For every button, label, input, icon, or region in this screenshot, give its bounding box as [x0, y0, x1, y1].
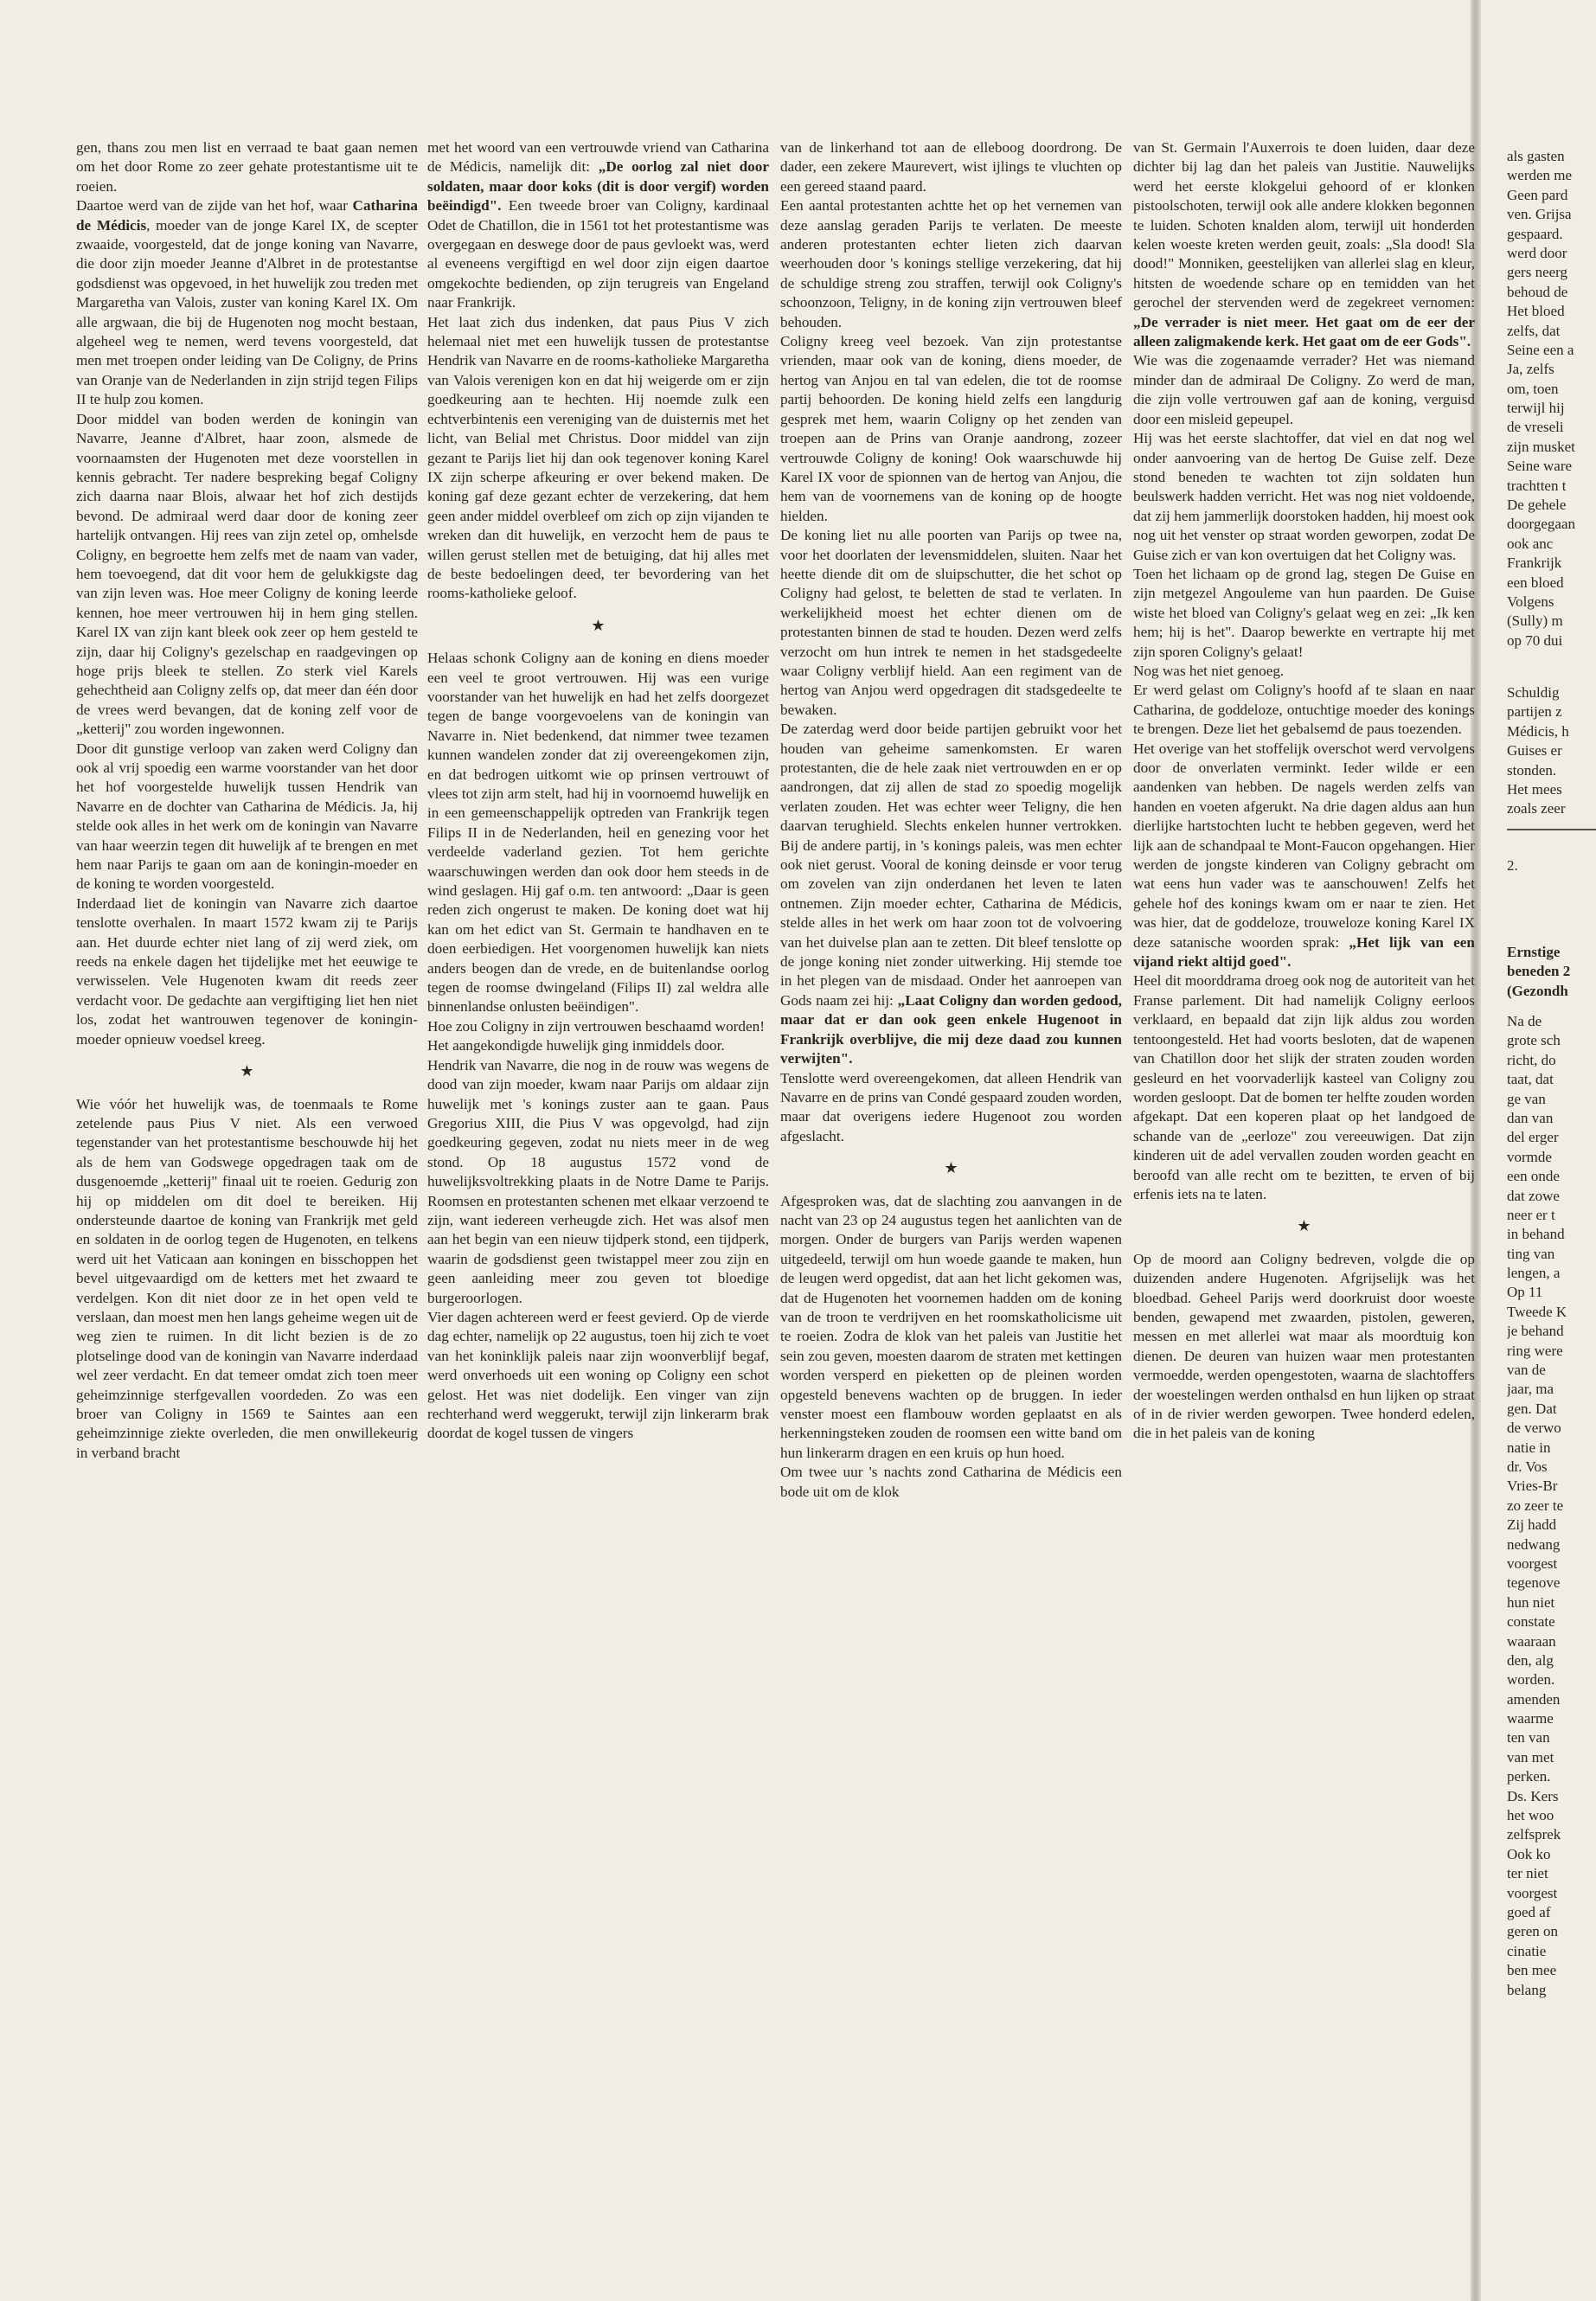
- section-divider-star: ★: [591, 616, 606, 634]
- fragment-line: werd door: [1507, 244, 1567, 261]
- fragment-line: Op 11: [1507, 1284, 1543, 1301]
- paragraph: Het overige van het stoffelijk overschot werd vervolgens door de onverlaten verminkt. Ieder wilde er een aandenken van hebben. De nagels werden zelfs van handen en voeten afgerukt. Na drie dagen aldus aan hun dierlijke hartstochten lucht te hebben gegeven, werd het lijk aan de schandpaal te Mont-Faucon opgehangen. Hier werden de jongste kinderen van Coligny gebracht om wat eens hun vader was te aanschouwen! Zelfs het gehele hof des konings kwam om er naar te zien. Het was hier, dat de goddeloze, trouweloze koning Karel IX deze satanische woorden sprak: „Het lijk van een vijand riekt altijd goed".: [1133, 740, 1475, 971]
- fragment-line: grote sch: [1507, 1032, 1561, 1049]
- fragment-line: voorgest: [1507, 1554, 1558, 1572]
- next-page-text-block-3: [1507, 1012, 1596, 2000]
- next-page-heading: [1507, 943, 1596, 1001]
- fragment-line: constate: [1507, 1613, 1555, 1631]
- text-column-1: [76, 138, 418, 2240]
- fragment-line: doorgegaan: [1507, 516, 1575, 533]
- fragment-line: zijn musket: [1507, 438, 1575, 455]
- paragraph: Op de moord aan Coligny bedreven, volgde die op duizenden andere Hugenoten. Afgrijselijk was het bloedbad. Geheel Parijs werd doorkruist door woeste benden, gewapend met zwaarden, pistolen, geweren, messen en met allerlei wat maar als moordtuig kon dienen. De deuren van huizen waar men protestanten vermoedde, werden opengestoten, waarna de slachtoffers der woestelingen werden onthalsd en hun lijken op straat of in de rivier werden geworpen. Twee honderd edelen, die in het paleis van de koning: [1133, 1250, 1475, 1442]
- paragraph: Er werd gelast om Coligny's hoofd af te slaan en naar Catharina, de goddeloze, ontuchtige moeder des konings te brengen. Deze liet het gebalsemd de paus toezenden.: [1133, 682, 1475, 738]
- fragment-line: goed af: [1507, 1903, 1551, 1920]
- fragment-line: dr. Vos: [1507, 1458, 1548, 1475]
- fragment-line: Zij hadd: [1507, 1516, 1557, 1534]
- fragment-line: Ook ko: [1507, 1845, 1551, 1862]
- fragment-line: De gehele: [1507, 497, 1567, 514]
- bold-phrase: Catharina de Médicis: [76, 197, 418, 234]
- fragment-line: ring were: [1507, 1342, 1563, 1359]
- fragment-line: waaraan: [1507, 1632, 1556, 1650]
- fragment-line: voorgest: [1507, 1884, 1558, 1901]
- fragment-line: beneden 2: [1507, 963, 1571, 980]
- section-divider-star: ★: [1297, 1217, 1311, 1235]
- fragment-line: zo zeer te: [1507, 1497, 1564, 1514]
- fragment-line: terwijl hij: [1507, 400, 1565, 417]
- fragment-line: een bloed: [1507, 574, 1564, 591]
- paragraph: Wie was die zogenaamde verrader? Het was niemand minder dan de admiraal De Coligny. Zo werd de man, die zijn volle vertrouwen gaf aan de koning, verguisd door een misleid gepeupel.: [1133, 352, 1475, 427]
- fragment-line: als gasten: [1507, 148, 1565, 164]
- paragraph: Hij was het eerste slachtoffer, dat viel en dat nog wel onder aanvoering van de hertog De Guise zelf. Deze stond beneden te wachten tot zijn soldaten hun beulswerk hadden verricht. Het was nog niet voldoende, dat zij hem jammerlijk doorstoken hadden, hij moest ook nog uit het venster op straat worden geworpen, zodat De Guise zich er van kon overtuigen dat het Coligny was.: [1133, 430, 1475, 563]
- fragment-line: om, toen: [1507, 380, 1559, 397]
- fragment-line: Seine ware: [1507, 458, 1573, 475]
- paragraph: Vier dagen achtereen werd er feest gevierd. Op de vierde dag echter, namelijk op 22 augustus, toen hij zich te voet van het koninklijk paleis naar zijn woonverblijf begaf, werd onverhoeds uit een woning op Coligny een schot gelost. Het was niet dodelijk. Een vinger van zijn rechterhand werd weggerukt, terwijl zijn linkerarm brak doordat de kogel tussen de vingers: [427, 1308, 769, 1442]
- fragment-line: del erger: [1507, 1129, 1559, 1146]
- fragment-line: Na de: [1507, 1013, 1542, 1029]
- fragment-line: richt, do: [1507, 1051, 1556, 1068]
- fragment-line: Seine een a: [1507, 341, 1574, 358]
- fragment-line: ben mee: [1507, 1962, 1557, 1979]
- fragment-line: jaar, ma: [1507, 1381, 1554, 1398]
- paragraph: Inderdaad liet de koningin van Navarre zich daartoe tenslotte overhalen. In maart 1572 kwam zij te Parijs aan. Het duurde echter niet lang of zij werd ziek, om reeds na enkele dagen het tijdelijke met het eeuwige te verwisselen. Vele Hugenoten kwam dit reeds zeer verdacht voor. De gedachte aan vergiftiging liet hen niet los, zodat het wantrouwen tegenover de koningin-moeder opnieuw voedsel kreeg.: [76, 894, 418, 1048]
- paragraph: Daartoe werd van de zijde van het hof, waar Catharina de Médicis, moeder van de jonge Karel IX, de scepter zwaaide, voorgesteld, dat de jonge koning van Navarre, die door zijn moeder Jeanne d'Albret in de protestantse godsdienst was opgevoed, in het huwelijk zou treden met Margaretha van Valois, zuster van koning Karel IX. Om alle argwaan, die bij de Hugenoten nog mocht bestaan, algeheel weg te nemen, werd tevens voorgesteld, dat men met troepen onder leiding van De Coligny, de Prins van Oranje van de Nederlanden in zijn strijd tegen Filips II te hulp zou komen.: [76, 197, 418, 408]
- fragment-line: van de: [1507, 1362, 1546, 1379]
- section-divider-star: ★: [240, 1062, 254, 1080]
- paragraph: Een aantal protestanten achtte het op het vernemen van deze aanslag geraden Parijs te verlaten. De meeste anderen protestanten echter lieten zich daarvan weerhouden door 's konings stellige verzekering, dat hij de schuldige streng zou straffen, terwijl ook Coligny's schoonzoon, Teligny, in de koning zijn vertrouwen bleef behouden.: [780, 197, 1122, 330]
- fragment-line: Schuldig: [1507, 684, 1560, 701]
- fragment-line: Médicis, h: [1507, 722, 1569, 740]
- bold-quote: „Laat Coligny dan worden gedood, maar dat er dan ook geen enkele Hugenoot in Frankrijk overblijve, die mij deze daad zou kunnen verwijten".: [780, 991, 1122, 1067]
- fragment-line: op 70 dui: [1507, 631, 1563, 649]
- fragment-line: ter niet: [1507, 1865, 1548, 1882]
- paragraph: De koning liet nu alle poorten van Parijs op twee na, voor het doorlaten der levensmiddelen, sluiten. Naar het heette diende dit om de sluipschutter, die het schot op Coligny had gelost, te beletten de stad te verlaten. In werkelijkheid moest het echter dienen om de protestanten binnen de stad te houden. Dezen werd zelfs verzocht om hun intrek te nemen in het stadsgedeelte waar Coligny verblijf hield. Aan een regiment van de hertog van Anjou werd opgedragen dit stadsgedeelte te bewaken.: [780, 527, 1122, 718]
- fragment-line: de verwo: [1507, 1420, 1561, 1437]
- paragraph: Nog was het niet genoeg.: [1133, 662, 1285, 679]
- fragment-line: stonden.: [1507, 761, 1557, 779]
- fragment-line: Guises er: [1507, 742, 1562, 760]
- paragraph: Helaas schonk Coligny aan de koning en diens moeder een veel te groot vertrouwen. Hij was een vurige voorstander van het huwelijk en had het zelfs doorgezet tegen de bange voorgevoelens van de koningin van Navarre in. Niet bedenkend, dat nimmer twee tezamen kunnen wandelen zonder dat zij overeengekomen zijn, en dat bedrogen uitkomt wie op prinsen vertrouwt of vlees tot zijn arm stelt, had hij in voornoemd huwelijk en in een gemeenschappelijk optreden van Frankrijk tegen Filips II in de Nederlanden, heil en genezing voor het verdeelde vaderland gezien. Tot hem gerichte waarschuwingen werden dan ook door hem steeds in de wind geslagen. Hij gaf o.m. ten antwoord: „Daar is geen reden zich ongerust te maken. De koning doet wat hij kan om het edict van St. Germain te handhaven en te doen eerbiedigen. Het voorgenomen huwelijk kan niets anders beogen dan de vrede, en de buitenlandse oorlog tegen de roomse dwingeland (Filips II) zal weldra alle binnenlandse onlusten beëindigen".: [427, 650, 769, 1016]
- fragment-line: werden me: [1507, 167, 1573, 184]
- fragment-line: je behand: [1507, 1323, 1564, 1340]
- paragraph: Heel dit moorddrama droeg ook nog de autoriteit van het Franse parlement. Dit had namelijk Coligny eerloos verklaard, en bepaald dat zijn lijk aldus zou worden tentoongesteld. Het had voorts besloten, dat de wapenen van Chatillon door het slijk der straten zouden worden gesleurd en het voorvaderlijk kasteel van Coligny zou worden gesloopt. Dat de bomen ter helfte zouden worden afgekapt. Dat een koperen plaat op het landgoed de schande van de „eerloze" zou vereeuwigen. Dat zijn kinderen uit de adel vervallen zouden worden geacht en beroofd van alle recht om te bezitten, te erven of bij erfenis iets na te laten.: [1133, 972, 1475, 1202]
- fragment-line: in behand: [1507, 1226, 1565, 1243]
- fragment-line: partijen z: [1507, 703, 1562, 721]
- paragraph: Wie vóór het huwelijk was, de toenmaals te Rome zetelende paus Pius V niet. Als een verwoed tegenstander van het protestantisme beschouwde hij het als de hem van Godswege opgedragen taak om de dusgenoemde „ketterij" finaal uit te roeien. Gedurig zon hij op middelen om dit doel te bereiken. Hij ondersteunde daartoe de koning van Frankrijk met geld en soldaten in de oorlog tegen de Hugenoten, en telkens werd uit het Vaticaan aan koningen en bisschoppen het bevel uitgevaardigd om de ketters met het zwaard te verdelgen. Kon dit niet door ze in het open veld te verslaan, dan moest men hen langs geheime wegen uit de weg zien te ruimen. In dit licht bezien is de zo plotselinge dood van de koningin van Navarre inderdaad wel zeer verdacht. En dat temeer omdat zich toen meer geheimzinnige sterfgevallen voordeden. Zo was een broer van Coligny in 1569 te Saintes aan een geheimzinnige ziekte overleden, die men onwillekeurig in verband bracht: [76, 1095, 418, 1461]
- fragment-line: Ds. Kers: [1507, 1787, 1559, 1804]
- paragraph: Het aangekondigde huwelijk ging inmiddels door.: [427, 1037, 725, 1054]
- paragraph: gen, thans zou men list en verraad te baat gaan nemen om het door Rome zo zeer gehate protestantisme uit te roeien.: [76, 139, 418, 195]
- fragment-line: dat zowe: [1507, 1187, 1560, 1204]
- fragment-line: worden.: [1507, 1671, 1555, 1689]
- fragment-line: Volgens: [1507, 593, 1554, 610]
- bold-quote: „Het lijk van een vijand riekt altijd goed".: [1133, 933, 1475, 971]
- next-page-text-block-2: [1507, 683, 1596, 819]
- fragment-line: gespaard.: [1507, 225, 1563, 242]
- fragment-line: lengen, a: [1507, 1265, 1561, 1282]
- fragment-line: (Gezondh: [1507, 982, 1568, 999]
- fragment-line: taat, dat: [1507, 1071, 1554, 1088]
- fragment-line: geren on: [1507, 1923, 1559, 1940]
- next-page-text-block-1: [1507, 147, 1596, 651]
- fragment-line: tegenove: [1507, 1574, 1561, 1592]
- fragment-line: zelfsprek: [1507, 1826, 1561, 1843]
- fragment-line: ook anc: [1507, 535, 1554, 552]
- paragraph: Om twee uur 's nachts zond Catharina de Médicis een bode uit om de klok: [780, 1464, 1122, 1500]
- fragment-line: Tweede K: [1507, 1303, 1567, 1320]
- fragment-line: de vreseli: [1507, 419, 1564, 436]
- fragment-line: ge van: [1507, 1090, 1546, 1107]
- paragraph: van St. Germain l'Auxerrois te doen luiden, daar deze dichter bij lag dan het paleis van Justitie. Nauwelijks werd het eerste klokgelui gehoord of er klonken pistoolschoten, terwijl ook alle andere klokken begonnen te luiden. Schoten knalden alom, terwijl uit honderden kelen woeste kreten werden geuit, zoals: „Sla dood! Sla dood!" Monniken, geestelijken van allerlei slag en kleur, hitsten de woedende schare op en temidden van het gerochel der stervenden werd de zegekreet vernomen: „De verrader is niet meer. Het gaat om de eer der alleen zaligmakende kerk. Het gaat om de eer Gods".: [1133, 139, 1475, 350]
- fragment-line: van met: [1507, 1748, 1554, 1766]
- fragment-line: waarme: [1507, 1710, 1554, 1727]
- text-column-3: [780, 138, 1122, 2240]
- paragraph: Afgesproken was, dat de slachting zou aanvangen in de nacht van 23 op 24 augustus tegen het aanlichten van de morgen. Onder de burgers van Parijs werden wapenen uitgedeeld, terwijl om hun woede gaande te maken, hun de leugen werd opgedist, dat aan het licht gekomen was, dat de Hugenoten het voornemen hadden om de koning van de troon te verdrijven en het roomskatholicisme uit te roeien. Zodra de klok van het paleis van Justitie het sein zou geven, moesten daarom de straten met kettingen worden versperd en pieketten op de pleinen worden opgesteld benevens wachten op de bruggen. In ieder venster moest een flambouw worden geplaatst en als herkenningsteken zouden de roomsen een witte band om hun linkerarm dragen en een kruis op hun hoed.: [780, 1192, 1122, 1461]
- fragment-line: (Sully) m: [1507, 612, 1563, 630]
- fragment-line: Ernstige: [1507, 944, 1561, 960]
- section-divider-star: ★: [944, 1159, 958, 1177]
- fragment-line: Vries-Br: [1507, 1477, 1558, 1495]
- fragment-line: vormde: [1507, 1148, 1552, 1165]
- fragment-line: zelfs, dat: [1507, 322, 1561, 339]
- paragraph: Tenslotte werd overeengekomen, dat alleen Hendrik van Navarre en de prins van Condé gespaard zouden worden, maar dat overigens iedere Hugenoot zou worden afgeslacht.: [780, 1069, 1122, 1144]
- fragment-line: Het bloed: [1507, 303, 1565, 320]
- paragraph: De zaterdag werd door beide partijen gebruikt voor het houden van geheime samenkomsten. Er waren protestanten, die de hele zaak niet vertrouwden en er op aandrongen, dat zij allen de stad zo spoedig mogelijk verlaten zouden. Het was echter weer Teligny, die hen daarvan terughield. Slechts enkelen hunner vertrokken. Bij de andere partij, in 's konings paleis, was men echter ook niet gerust. Vooral de koning deinsde er voor terug om zovelen van zijn onderdanen het leven te laten ontnemen. Zijn moeder echter, Catharina de Médicis, stelde alles in het werk om haar zoon tot de volvoering van het duivelse plan aan te zetten. Dit bleef tenslotte op de jonge koning niet zonder uitwerking. Hij stemde toe in het plegen van de misdaad. Onder het aanroepen van Gods naam zei hij: „Laat Coligny dan worden gedood, maar dat er dan ook geen enkele Hugenoot in Frankrijk overblijve, die mij deze daad zou kunnen verwijten".: [780, 721, 1122, 1067]
- paragraph: Door dit gunstige verloop van zaken werd Coligny dan ook al vrij spoedig een warme voorstander van het door het hof voorgestelde huwelijk tussen Hendrik van Navarre en de dochter van Catharina de Médicis. Ja, hij stelde ook alles in het werk om de koningin van Navarre van haar weerzin tegen dit huwelijk af te brengen en met hem naar Parijs te gaan om aan de koningin-moeder en de koning te worden voorgesteld.: [76, 740, 418, 893]
- fragment-line: neer er t: [1507, 1206, 1555, 1223]
- text-column-4: [1133, 138, 1475, 2240]
- fragment-line: behoud de: [1507, 283, 1568, 300]
- bold-quote: „De oorlog zal niet door soldaten, maar door koks (dit is door vergif) worden beëindigd".: [427, 158, 769, 215]
- fragment-line: Het mees: [1507, 780, 1562, 798]
- fragment-line: amenden: [1507, 1690, 1561, 1708]
- fragment-line: ten van: [1507, 1729, 1550, 1747]
- fragment-line: gers neerg: [1507, 264, 1568, 281]
- fragment-line: Ja, zelfs: [1507, 361, 1554, 378]
- fragment-line: natie in: [1507, 1439, 1551, 1456]
- bold-quote: „De verrader is niet meer. Het gaat om de eer der alleen zaligmakende kerk. Het gaat om de eer Gods".: [1133, 313, 1475, 350]
- fragment-line: dan van: [1507, 1109, 1554, 1126]
- fragment-line: ven. Grijsa: [1507, 206, 1572, 223]
- fragment-line: hun niet: [1507, 1593, 1555, 1611]
- paragraph: Door middel van boden werden de koningin van Navarre, Jeanne d'Albret, haar zoon, alsmede de voornaamsten der Hugenoten met deze voorstellen in kennis gebracht. Ter nadere bespreking begaf Coligny zich daarna naar Blois, alwaar het hof zich destijds bevond. De admiraal werd daar door de koning zeer hartelijk ontvangen. Hij rees van zijn zetel op, omhelsde Coligny, en begroette hem zelfs met de naam van vader, hem toevoegend, dat dit voor hem de gelukkigste dag van zijn leven was. Hoe meer Coligny de koning leerde kennen, hoe meer vertrouwen hij in hem ging stellen. Karel IX van zijn kant bleek ook zeer op hem gesteld te zijn, daar hij Coligny's gezelschap en raadgevingen op hoge prijs bleek te stellen. Zo sterk viel Karels gehechtheid aan Coligny zelfs op, dat meer dan één door de vrees werd bevangen, dat de koning zelf voor de „ketterij" zou worden ingewonnen.: [76, 410, 418, 738]
- fragment-line: een onde: [1507, 1168, 1560, 1185]
- paragraph: met het woord van een vertrouwde vriend van Catharina de Médicis, namelijk dit: „De oorlog zal niet door soldaten, maar door koks (dit is door vergif) worden beëindigd". Een tweede broer van Coligny, kardinaal Odet de Chatillon, die in 1561 tot het protestantisme was overgegaan en deswege door de paus gevloekt was, werd al eveneens vergiftigd en wel door zijn eigen daartoe omgekochte bedienden, op zijn terugreis van Engeland naar Frankrijk.: [427, 139, 769, 311]
- fragment-line: Geen pard: [1507, 186, 1568, 203]
- fragment-line: trachtten t: [1507, 477, 1567, 494]
- section-rule: [1507, 829, 1596, 830]
- fragment-line: Frankrijk: [1507, 554, 1562, 572]
- text-column-2: [427, 138, 769, 2240]
- paragraph: Het laat zich dus indenken, dat paus Pius V zich helemaal niet met een huwelijk tussen de protestantse Hendrik van Navarre en de rooms-katholieke Margaretha van Valois verenigen kon en dat hij weigerde om er zijn goedkeuring aan te hechten. Hij noemde zulk een echtverbintenis een vereniging van de duisternis met het licht, van Belial met Christus. Door middel van zijn gezant te Parijs liet hij dan ook tegenover koning Karel IX zijn scherpe afkeuring er over bekend maken. De koning gaf deze gezant echter de verzekering, dat hem geen ander middel overbleef om zich op zijn vijanden te wreken dan dit huwelijk, en verzocht hem de paus te willen gerust stellen met de betuiging, dat hij alles met de beste bedoelingen deed, ter bevordering van het rooms-katholieke geloof.: [427, 313, 769, 602]
- paragraph: van de linkerhand tot aan de elleboog doordrong. De dader, een zekere Maurevert, wist ijlings te vluchten op een gereed staand paard.: [780, 139, 1122, 195]
- paragraph: Toen het lichaam op de grond lag, stegen De Guise en zijn metgezel Angouleme van hun paarden. De Guise wiste het bloed van Coligny's gelaat weg en zei: „Ik ken hem; hij is het". Daarop bewerkte en vertrapte hij met zijn sporen Coligny's gelaat!: [1133, 565, 1475, 660]
- paragraph: Hoe zou Coligny in zijn vertrouwen beschaamd worden!: [427, 1017, 765, 1035]
- fragment-line: nedwang: [1507, 1535, 1561, 1553]
- fragment-line: perken.: [1507, 1768, 1551, 1785]
- fragment-line: gen. Dat: [1507, 1400, 1557, 1417]
- fragment-line: den, alg: [1507, 1651, 1554, 1669]
- fragment-line: zoals zeer: [1507, 800, 1566, 817]
- fragment-line: het woo: [1507, 1807, 1554, 1824]
- paragraph: Coligny kreeg veel bezoek. Van zijn protestantse vrienden, maar ook van de koning, diens moeder, de hertog van Anjou en tal van edelen, die tot de roomse partij behoorden. De koning hield zelfs een langdurig gesprek met hem, waarin Coligny op het zenden van troepen aan de Prins van Oranje aandrong, zozeer vertrouwde Coligny de koning! Ook waarschuwde hij Karel IX voor de spionnen van de hertog van Anjou, die hem van de voornemens van de koning op de hoogte hielden.: [780, 333, 1122, 524]
- fragment-line: belang: [1507, 1981, 1547, 1998]
- fragment-line: ting van: [1507, 1245, 1555, 1262]
- next-page-section-number: 2.: [1507, 857, 1518, 874]
- paragraph: Hendrik van Navarre, die nog in de rouw was wegens de dood van zijn moeder, kwam naar Parijs om aldaar zijn huwelijk met 's konings zuster aan te gaan. Paus Gregorius XIII, die Pius V was opgevolgd, had zijn goedkeuring gegeven, zodat nu niets meer in de weg stond. Op 18 augustus 1572 vond de huwelijksvoltrekking plaats in de Notre Dame te Parijs. Roomsen en protestanten schenen met elkaar verzoend te zijn, want iedereen verheugde zich. Het was alsof men aan het begin van een nieuw tijdperk stond, een tijdperk, waarin de godsdienst geen twistappel meer zou zijn en geen aanleiding meer zou geven tot bloedige burgeroorlogen.: [427, 1056, 769, 1306]
- fragment-line: cinatie: [1507, 1942, 1547, 1959]
